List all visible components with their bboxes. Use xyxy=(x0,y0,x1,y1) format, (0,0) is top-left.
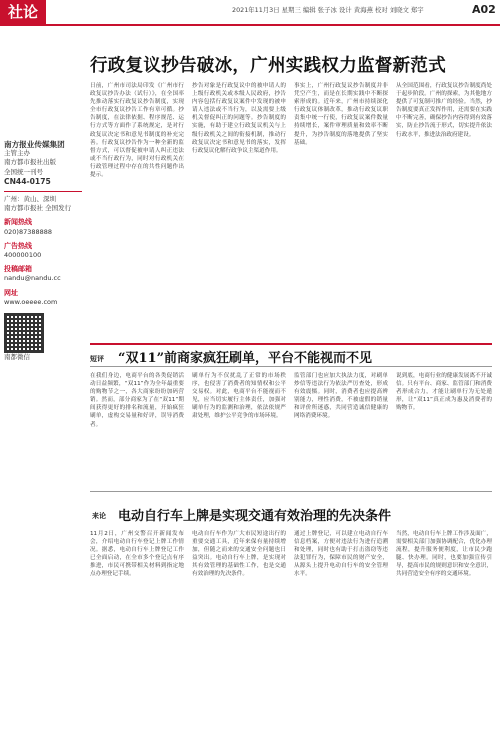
article1-column: 事实上，广州行政复议抄告制度并非凭空产生，而是在长期实践中不断探索形成的。近年来，广州市持续深化行政复议体制改革，推动行政复议职责集中统一行使，行政复议案件数量持续增长，案件审理质量和效率不断提升，为抄告制度的落地提供了坚实基础。 xyxy=(294,83,388,146)
hotline-title: 新闻热线 xyxy=(4,218,32,227)
article1-column: 从全国范围看，行政复议抄告制度尚处于起步阶段。广州的探索，为其他地方提供了可复制可推广的经验。当然，抄告制度要真正发挥作用，还需要在实践中不断完善，确保抄告内容得到有效落实，防止抄告流于形式，切实提升依法行政水平，推进法治政府建设。 xyxy=(396,83,492,138)
header-meta: 2021年11月3日 星期三 编辑 张子冰 设计 黄海燕 校对 刘晓文 郑宇 xyxy=(232,6,424,14)
hotline-number: 020)87388888 xyxy=(4,227,53,236)
ad-title: 广告热线 xyxy=(4,241,32,250)
article2-column: 说到底，电商行业的健康发展离不开诚信。只有平台、商家、监管部门和消费者形成合力，才能让刷单行为无处遁形，让“双11”真正成为惠及消费者的购物节。 xyxy=(396,373,492,412)
article1-column: 抄告对象是行政复议中的被申请人的上级行政机关或本级人民政府，抄告内容包括行政复议案件中发现的被申请人违法或不当行为，以及需要上级机关督促纠正的问题等。抄告制度的实施，有助于建立行政复议机关与上级行政机关之间的衔接机制，推动行政复议决定书和意见书的落实，发挥行政复议化解行政争议主渠道作用。 xyxy=(192,83,286,154)
address-line: 南方都市报社 全国发行 xyxy=(4,204,72,213)
article2-column: 在我们身边，电商平台的各类促销活动日益频繁，“双11”作为全年最重要的购物节之一，各大商家纷纷加码营销。然而，部分商家为了在“双11”期间获得更好的排名和流量，开始疯狂刷单，虚构交易量和好评，误导消费者。 xyxy=(90,373,184,428)
address-line: 广州：黄山、深圳 xyxy=(4,195,56,204)
web-address[interactable]: www.oeeee.com xyxy=(4,297,58,306)
org-publisher: 南方都市报社出版 xyxy=(4,158,56,167)
page-number: A02 xyxy=(472,3,496,16)
ad-phone: 400000100 xyxy=(4,251,42,260)
cn-number: CN44-0175 xyxy=(4,176,51,186)
article3-tag: 来论 xyxy=(92,512,106,520)
article3-column: 通过上牌登记，可以建立电动自行车信息档案，方便对违法行为进行追溯和处理，同时也有助于打击盗窃等违法犯罪行为，保障市民的财产安全，从源头上提升电动自行车的安全管理水平。 xyxy=(294,531,388,578)
article2-tag: 短评 xyxy=(90,355,104,363)
article2-column: 刷单行为不仅扰乱了正常的市场秩序，也侵害了消费者的知情权和公平交易权。对此，电商平台不能视而不见，应当切实履行主体责任，加强对刷单行为的监测和治理，依法依规严肃处理，维护公平竞争的市场环境。 xyxy=(192,373,286,420)
org-name: 南方报业传媒集团 xyxy=(4,140,65,149)
article3-column: 当然，电动自行车上牌工作涉及面广，需要相关部门加强协调配合，优化办理流程，提升服务便利度，让市民少跑腿、快办理。同时，也要加强宣传引导，提高市民的规则意识和安全意识，共同营造安全有序的交通环境。 xyxy=(396,531,492,578)
section-divider xyxy=(90,343,492,345)
article3-headline: 电动自行车上牌是实现交通有效治理的先决条件 xyxy=(118,509,392,524)
cn-label: 全国统一刊号 xyxy=(4,167,43,176)
article2-headline: “双11”前商家疯狂刷单，平台不能视而不见 xyxy=(118,351,373,366)
qr-label: 南都微信 xyxy=(4,353,30,362)
article2-column: 监管部门也应加大执法力度，对刷单炒信等违法行为依法严厉查处，形成有效震慑。同时，消费者也应提高辨别能力，理性消费，不被虚假的销量和评价所迷惑，共同营造诚信健康的网络消费环境。 xyxy=(294,373,388,420)
article3-column: 电动自行车作为广大市民短途出行的重要交通工具，近年来保有量持续增加，但随之而来的交通安全问题也日益突出。电动自行车上牌，是实现对其有效管理的基础性工作，也是交通有效治理的先决条件。 xyxy=(192,531,286,578)
section-tab: 社论 xyxy=(0,0,46,24)
article2-divider xyxy=(90,366,492,367)
email-address[interactable]: nandu@nandu.cc xyxy=(4,274,61,283)
web-title: 网址 xyxy=(4,288,18,297)
article1-column: 日前，广州市司法局印发《广州市行政复议抄告办法（试行）》，在全国率先推动落实行政复议抄告制度，实现全市行政复议抄告工作有章可循。抄告制度，在法律依据、程序规范、运行方式等方面作了系统规定，是对行政复议决定书和意见书制度的补充完善。行政复议抄告作为一种全新的监督方式，可以督促被申请人纠正违法或不当行政行为，同时对行政机关在行政管理过程中存在的共性问题作出提示。 xyxy=(90,83,184,179)
main-headline: 行政复议抄告破冰，广州实践权力监督新范式 xyxy=(90,56,446,76)
article3-divider xyxy=(90,491,492,492)
org-sub: 主管主办 xyxy=(4,149,30,158)
masthead-sidebar xyxy=(4,140,82,362)
qr-code-icon[interactable] xyxy=(4,313,44,353)
article3-column: 11月2日，广州交警召开新闻发布会，介绍电动自行车登记上牌工作情况。据悉，电动自行车上牌登记工作已全面启动，在全市多个登记点有序推进，市民可携带相关材料到指定地点办理登记手续。 xyxy=(90,531,184,578)
sidebar-divider xyxy=(4,191,82,192)
header-divider xyxy=(0,24,500,26)
email-title: 投稿邮箱 xyxy=(4,265,32,274)
